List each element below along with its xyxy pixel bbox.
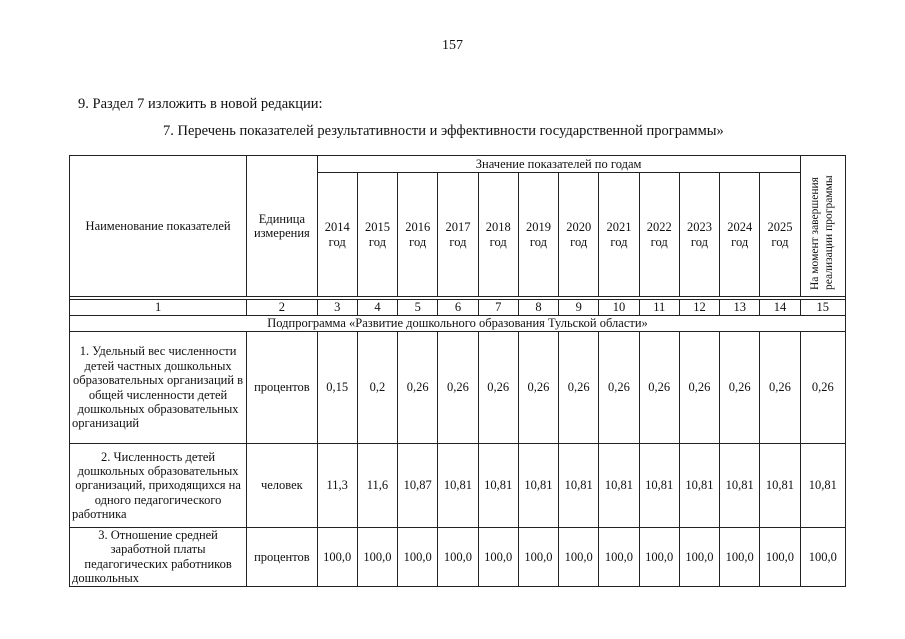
- column-number: 5: [398, 300, 438, 316]
- section-title: 7. Перечень показателей результативности и эффективности государственной программы»: [163, 123, 724, 139]
- indicator-value: 0,26: [599, 332, 639, 444]
- indicator-value: 100,0: [398, 528, 438, 587]
- indicator-value: 100,0: [478, 528, 518, 587]
- column-number: 1: [70, 300, 247, 316]
- header-year: 2024 год: [720, 173, 760, 297]
- indicator-value: 100,0: [518, 528, 558, 587]
- indicator-unit: процентов: [247, 332, 317, 444]
- column-number: 2: [247, 300, 317, 316]
- column-number: 4: [357, 300, 397, 316]
- header-year: 2016 год: [398, 173, 438, 297]
- indicator-value: 0,26: [639, 332, 679, 444]
- header-year: 2018 год: [478, 173, 518, 297]
- indicator-value: 0,26: [398, 332, 438, 444]
- indicator-value: 10,81: [639, 444, 679, 528]
- indicator-value: 100,0: [317, 528, 357, 587]
- indicator-value: 10,81: [760, 444, 800, 528]
- column-number: 8: [518, 300, 558, 316]
- column-number: 7: [478, 300, 518, 316]
- indicator-value: 100,0: [679, 528, 719, 587]
- header-year: 2022 год: [639, 173, 679, 297]
- column-number-row: [70, 300, 846, 316]
- header-completion: [800, 156, 845, 297]
- table-row: [70, 444, 846, 528]
- header-year: 2021 год: [599, 173, 639, 297]
- indicator-value: 100,0: [760, 528, 800, 587]
- indicator-value: 10,81: [800, 444, 845, 528]
- column-number: 15: [800, 300, 845, 316]
- indicator-value: 10,81: [599, 444, 639, 528]
- header-name: Наименование показателей: [70, 156, 247, 297]
- indicator-value: 0,26: [800, 332, 845, 444]
- subprogram-title: Подпрограмма «Развитие дошкольного образования Тульской области»: [70, 316, 846, 332]
- indicator-value: 100,0: [599, 528, 639, 587]
- indicator-value: 100,0: [438, 528, 478, 587]
- column-number: 3: [317, 300, 357, 316]
- header-year: 2019 год: [518, 173, 558, 297]
- header-year: 2014 год: [317, 173, 357, 297]
- indicator-value: 10,81: [518, 444, 558, 528]
- indicators-table: [69, 155, 846, 587]
- indicator-value: 0,26: [760, 332, 800, 444]
- column-number: 11: [639, 300, 679, 316]
- table-row: [70, 528, 846, 587]
- column-number: 14: [760, 300, 800, 316]
- table-row: [70, 332, 846, 444]
- indicator-value: 10,81: [679, 444, 719, 528]
- header-year: 2020 год: [559, 173, 599, 297]
- header-unit: Единица измерения: [247, 156, 317, 297]
- indicator-value: 10,81: [559, 444, 599, 528]
- header-completion-text: На момент завершения реализации программы: [809, 175, 835, 291]
- indicator-value: 0,26: [720, 332, 760, 444]
- indicator-name: 3. Отношение средней заработной платы педагогических работников дошкольных: [70, 528, 247, 587]
- subprogram-row: [70, 316, 846, 332]
- indicator-value: 10,81: [720, 444, 760, 528]
- column-number: 6: [438, 300, 478, 316]
- header-year: 2017 год: [438, 173, 478, 297]
- indicator-value: 0,26: [679, 332, 719, 444]
- indicator-name: 1. Удельный вес численности детей частных дошкольных образовательных организаций в общей численности детей дошкольных образовательных организаций: [70, 332, 247, 444]
- indicator-value: 0,26: [559, 332, 599, 444]
- indicator-unit: процентов: [247, 528, 317, 587]
- indicator-value: 11,3: [317, 444, 357, 528]
- indicator-name: 2. Численность детей дошкольных образовательных организаций, приходящихся на одного педагогического работника: [70, 444, 247, 528]
- indicator-value: 11,6: [357, 444, 397, 528]
- indicator-value: 100,0: [559, 528, 599, 587]
- column-number: 13: [720, 300, 760, 316]
- column-number: 10: [599, 300, 639, 316]
- indicator-value: 0,26: [438, 332, 478, 444]
- indicator-unit: человек: [247, 444, 317, 528]
- header-years-title: Значение показателей по годам: [317, 156, 800, 173]
- indicator-value: 100,0: [800, 528, 845, 587]
- page-number: 157: [442, 38, 463, 53]
- indicator-value: 10,87: [398, 444, 438, 528]
- indicator-value: 100,0: [357, 528, 397, 587]
- section-instruction: 9. Раздел 7 изложить в новой редакции:: [78, 96, 323, 112]
- indicator-value: 100,0: [639, 528, 679, 587]
- indicator-value: 0,2: [357, 332, 397, 444]
- column-number: 12: [679, 300, 719, 316]
- column-number: 9: [559, 300, 599, 316]
- indicator-value: 10,81: [438, 444, 478, 528]
- indicator-value: 0,15: [317, 332, 357, 444]
- header-year: 2015 год: [357, 173, 397, 297]
- header-year: 2023 год: [679, 173, 719, 297]
- indicator-value: 0,26: [518, 332, 558, 444]
- indicator-value: 10,81: [478, 444, 518, 528]
- indicator-value: 100,0: [720, 528, 760, 587]
- header-year: 2025 год: [760, 173, 800, 297]
- indicator-value: 0,26: [478, 332, 518, 444]
